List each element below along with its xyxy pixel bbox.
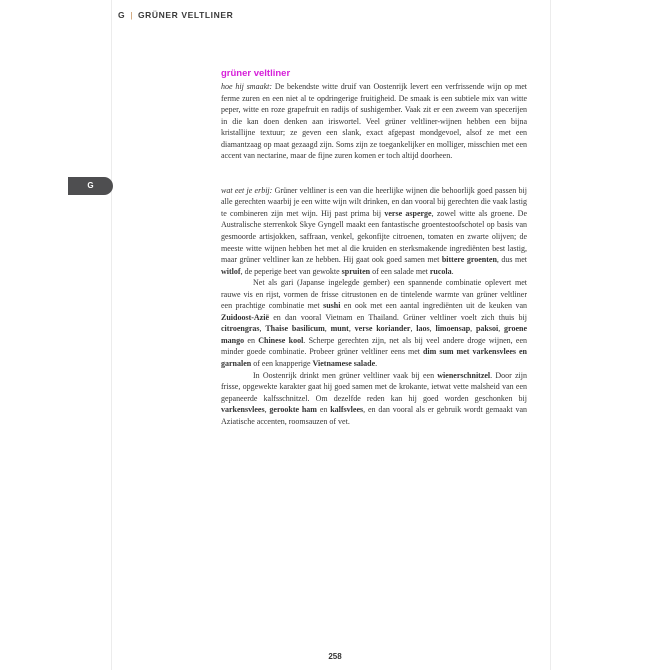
paragraph-text: Net als gari (Japanse ingelegde gember) een spannende combinatie oplevert met rauwe vis en rijst, vormen de frisse citrustonen en de tintelende warmte van grüner veltliner een prachtige combinatie met <box>221 278 527 311</box>
paragraph-pairing <box>221 185 527 277</box>
paragraph-text: , <box>348 324 355 334</box>
bold-term: groene mango <box>221 324 527 345</box>
bold-term: spruiten <box>341 266 371 276</box>
bold-term: witlof <box>221 266 241 276</box>
bold-term: citroengras <box>221 324 260 334</box>
paragraph-text: en <box>244 335 259 345</box>
bold-term: dim sum met varkensvlees en garnalen <box>221 347 527 369</box>
paragraph-text: , de peperige beet van gewokte <box>240 266 342 276</box>
bold-term: wienerschnitzel <box>437 370 491 380</box>
paragraph-text: In Oostenrijk drinkt men grüner veltliner vaak bij een <box>253 370 438 380</box>
paragraph-text: . Scherpe gerechten zijn, net als bij veel andere droge wijnen, een minder goede combinatie. Probeer grüner veltliner eens met <box>221 335 527 357</box>
bold-term: limoensap <box>435 324 471 334</box>
paragraph-spacer <box>221 162 527 185</box>
running-head-title: GRÜNER VELTLINER <box>137 10 234 20</box>
section-tab <box>68 177 113 195</box>
paragraph-text: , <box>324 324 331 334</box>
paragraph-text: en <box>316 405 331 415</box>
bold-term: gerookte ham <box>269 405 317 415</box>
running-head-letter: G <box>118 10 126 20</box>
article-body <box>221 68 527 427</box>
bold-term: verse koriander <box>354 324 411 334</box>
paragraph-text: . <box>375 359 378 369</box>
paragraph-text: . <box>451 266 454 276</box>
bold-term: laos <box>416 324 430 334</box>
bold-term: bittere groenten <box>441 255 497 265</box>
paragraph-text: , en dan vooral als er gebruik wordt gemaakt van Aziatische accenten, roomsauzen of vet. <box>221 405 528 426</box>
section-tab-letter: G <box>87 181 94 190</box>
paragraph-text: of een salade met <box>370 266 430 276</box>
paragraph-austria <box>221 370 527 428</box>
paragraph-text: , dus met <box>496 255 527 265</box>
page-number: 258 <box>328 652 342 661</box>
bold-term: varkensvlees <box>221 405 265 415</box>
running-head <box>118 10 233 20</box>
paragraph-lead: wat eet je erbij: <box>221 185 273 195</box>
paragraph-text: , <box>470 324 476 334</box>
paragraph-text: , <box>498 324 505 334</box>
paragraph-text: , zowel witte als groene. De Australische sterrenkok Skye Gyngell maakt een fantastische groentestoofschotel op basis van gesmoorde artisjokken, saffraan, venkel, gekonfijte citroenen, tomaten en zwarte olijven; de meeste witte wijnen hebben het met al die kruiden en sterksmakende ingrediënten best lastig, maar grüner veltliner kan ze hebben. Hij gaat ook goed samen met <box>221 208 528 265</box>
paragraph-text: , <box>264 405 270 415</box>
bold-term: munt <box>330 324 349 334</box>
paragraph-text: , <box>410 324 417 334</box>
bold-term: Chinese kool <box>258 335 304 345</box>
paragraph-text: . Door zijn frisse, opgewekte karakter gaat hij goed samen met de krokante, ietwat vette malsheid van een gepaneerde kalfsschnitzel. Om dezelfde reden kan hij goed worden geschonken bij <box>221 370 527 403</box>
paragraph-text: , <box>429 324 436 334</box>
paragraph-text: en ook met een aantal ingrediënten uit de keuken van <box>340 301 527 311</box>
paragraph-text: of een knapperige <box>251 359 313 369</box>
bold-term: Thaise basilicum <box>265 324 325 334</box>
bold-term: kalfsvlees <box>330 405 364 415</box>
article-heading: grüner veltliner <box>221 68 291 79</box>
bold-term: Vietnamese salade <box>312 359 376 369</box>
paragraph-asian <box>221 277 527 369</box>
paragraph-text: en dan vooral Vietnam en Thailand. Grüner veltliner voelt zich thuis bij <box>269 312 527 322</box>
bold-term: rucola <box>429 266 452 276</box>
bold-term: verse asperge <box>384 208 432 218</box>
bold-term: sushi <box>323 301 341 311</box>
paragraph-lead: hoe hij smaakt: <box>221 82 273 91</box>
paragraph-text: Grüner veltliner is een van die heerlijke wijnen die behoorlijk goed passen bij alle gerechten waarbij je een witte wijn wilt drinken, en dan vooral bij gerechten die vaak lastig te combineren zijn met wijn. Hij past prima bij <box>221 185 527 218</box>
paragraph-taste <box>221 81 527 162</box>
paragraph-text: , <box>259 324 266 334</box>
bold-term: Zuidoost-Azië <box>221 312 269 322</box>
running-head-separator: | <box>130 10 133 20</box>
bold-term: paksoi <box>475 324 499 334</box>
paragraph-text: De bekendste witte druif van Oostenrijk levert een verfrissende wijn op met ferme zuren en een niet al te opdringerige fruitigheid. De smaak is een subtiele mix van witte peper, witte en roze grapefruit en radijs of sushigember. Vaak zit er een zweem van specerijen in die kan doen denken aan iriswortel. Veel grüner veltliner-wijnen hebben een bijna kristallijne textuur; ze geven een slank, exact afgepast mondgevoel, alsof ze met een diamantzaag op maat gezaagd zijn. Soms zijn ze toegankelijker en molliger, misschien met een accent van nectarine, maar de fijne zuren komen er toch altijd doorheen. <box>221 82 528 161</box>
